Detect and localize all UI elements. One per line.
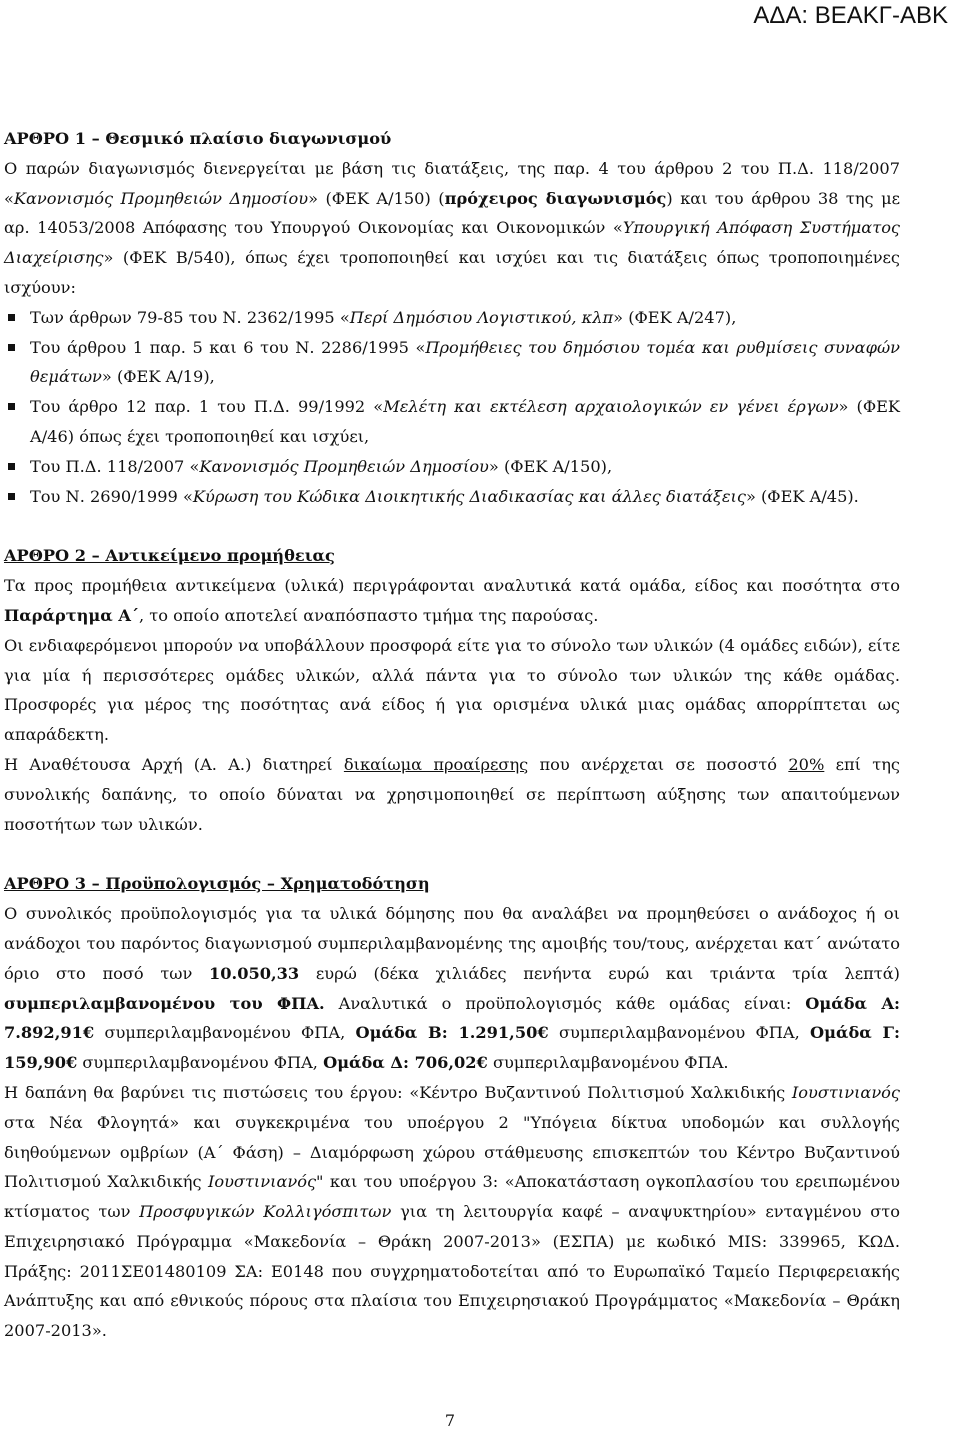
article-2-paragraph-1: Τα προς προμήθεια αντικείμενα (υλικά) περιγράφονται αναλυτικά κατά ομάδα, είδος και ποσότητα στο Παράρτημα Α΄, το οποίο αποτελεί αναπόσπαστο τμήμα της παρούσας. <box>4 576 900 625</box>
article-3-title: ΑΡΘΡΟ 3 – Προϋπολογισμός – Χρηματοδότηση <box>4 874 430 894</box>
article-2-title: ΑΡΘΡΟ 2 – Αντικείμενο προμήθειας <box>4 546 335 566</box>
article-3-paragraph-2: Η δαπάνη θα βαρύνει τις πιστώσεις του έργου: «Κέντρο Βυζαντινού Πολιτισμού Χαλκιδικής Ιουστινιανός στα Νέα Φλογητά» και συγκεκριμένα του υποέργου 2 "Υπόγεια δίκτυα υποδομών και συλλογής διηθούμενων ομβρίων (Α΄ Φάση) – Διαμόρφωση χώρου στάθμευσης επισκεπτών του Κέντρο Βυζαντινού Πολιτισμού Χαλκιδικής Ιουστινιανός" και του υποέργου 3: «Αποκατάσταση ογκοπλασίου του ερειπωμένου κτίσματος των Προσφυγικών Κολλιγόσπιτων για τη λειτουργία καφέ – αναψυκτηρίου» ενταγμένου στο Επιχειρησιακό Πρόγραμμα «Μακεδονία – Θράκη 2007-2013» (ΕΣΠΑ) με κωδικό MIS: 339965, ΚΩΔ. Πράξης: 2011ΣΕ01480109 ΣΑ: Ε0148 που συγχρηματοδοτείται από το Ευρωπαϊκό Ταμείο Περιφερειακής Ανάπτυξης και από εθνικούς πόρους στα πλαίσια του Επιχειρησιακού Προγράμματος «Μακεδονία – Θράκη 2007-2013». <box>4 1082 901 1341</box>
article-2-paragraph-3: Η Αναθέτουσα Αρχή (Α. Α.) διατηρεί δικαίωμα προαίρεσης που ανέρχεται σε ποσοστό 20% επί της συνολικής δαπάνης, το οποίο δύναται να χρησιμοποιηθεί σε περίπτωση αύξησης των απαιτούμενων ποσοτήτων των υλικών. <box>4 754 900 834</box>
article-1-title: ΑΡΘΡΟ 1 – Θεσμικό πλαίσιο διαγωνισμού <box>4 129 392 148</box>
document-body <box>4 124 900 1346</box>
article-1-paragraph: Ο παρών διαγωνισμός διενεργείται με βάση τις διατάξεις, της παρ. 4 του άρθρου 2 του Π.Δ. 118/2007 «Κανονισμός Προμηθειών Δημοσίου» (ΦΕΚ Α/150) (πρόχειρος διαγωνισμός) και του άρθρου 38 της με αρ. 14053/2008 Απόφασης του Υπουργού Οικονομίας και Οικονομικών «Υπουργική Απόφαση Συστήματος Διαχείρισης» (ΦΕΚ Β/540), όπως έχει τροποποιηθεί και ισχύει και τις διατάξεις όπως τροποποιημένες ισχύουν: <box>4 158 901 297</box>
list-item: Του άρθρο 12 παρ. 1 του Π.Δ. 99/1992 «Μελέτη και εκτέλεση αρχαιολογικών εν γένει έργων» (ΦΕΚ Α/46) όπως έχει τροποποιηθεί και ισχύει, <box>4 392 900 452</box>
list-item: Του Π.Δ. 118/2007 «Κανονισμός Προμηθειών Δημοσίου» (ΦΕΚ Α/150), <box>4 452 900 482</box>
ada-code: ΑΔΑ: ΒΕΑΚΓ-ΑΒΚ <box>753 2 948 29</box>
article-3-paragraph-1: Ο συνολικός προϋπολογισμός για τα υλικά δόμησης που θα αναλάβει να προμηθεύσει ο ανάδοχος ή οι ανάδοχοι του παρόντος διαγωνισμού συμπεριλαμβανομένης της αμοιβής του/τους, ανέρχεται κατ΄ ανώτατο όριο στο ποσό των 10.050,33 ευρώ (δέκα χιλιάδες πενήντα ευρώ και τριάντα τρία λεπτά) συμπεριλαμβανομένου του ΦΠΑ. Αναλυτικά ο προϋπολογισμός κάθε ομάδας είναι: Ομάδα Α: 7.892,91€ συμπεριλαμβανομένου ΦΠΑ, Ομάδα Β: 1.291,50€ συμπεριλαμβανομένου ΦΠΑ, Ομάδα Γ: 159,90€ συμπεριλαμβανομένου ΦΠΑ, Ομάδα Δ: 706,02€ συμπεριλαμβανομένου ΦΠΑ. <box>4 904 900 1073</box>
article-1-law-list <box>4 303 900 512</box>
list-item: Των άρθρων 79-85 του Ν. 2362/1995 «Περί Δημόσιου Λογιστικού, κλπ» (ΦΕΚ Α/247), <box>4 303 900 333</box>
page-number: 7 <box>444 1411 456 1430</box>
list-item: Του άρθρου 1 παρ. 5 και 6 του Ν. 2286/1995 «Προμήθειες του δημόσιου τομέα και ρυθμίσεις συναφών θεμάτων» (ΦΕΚ Α/19), <box>4 333 900 393</box>
list-item: Του Ν. 2690/1999 «Κύρωση του Κώδικα Διοικητικής Διαδικασίας και άλλες διατάξεις» (ΦΕΚ Α/45). <box>4 482 900 512</box>
article-2-paragraph-2: Οι ενδιαφερόμενοι μπορούν να υποβάλλουν προσφορά είτε για το σύνολο των υλικών (4 ομάδες ειδών), είτε για μία ή περισσότερες ομάδες υλικών, αλλά πάντα για το σύνολο των υλικών της κάθε ομάδας. Προσφορές για μέρος της ποσότητας ανά είδος ή για ορισμένα υλικά μιας ομάδας απορρίπτεται ως απαράδεκτη. <box>4 635 900 745</box>
